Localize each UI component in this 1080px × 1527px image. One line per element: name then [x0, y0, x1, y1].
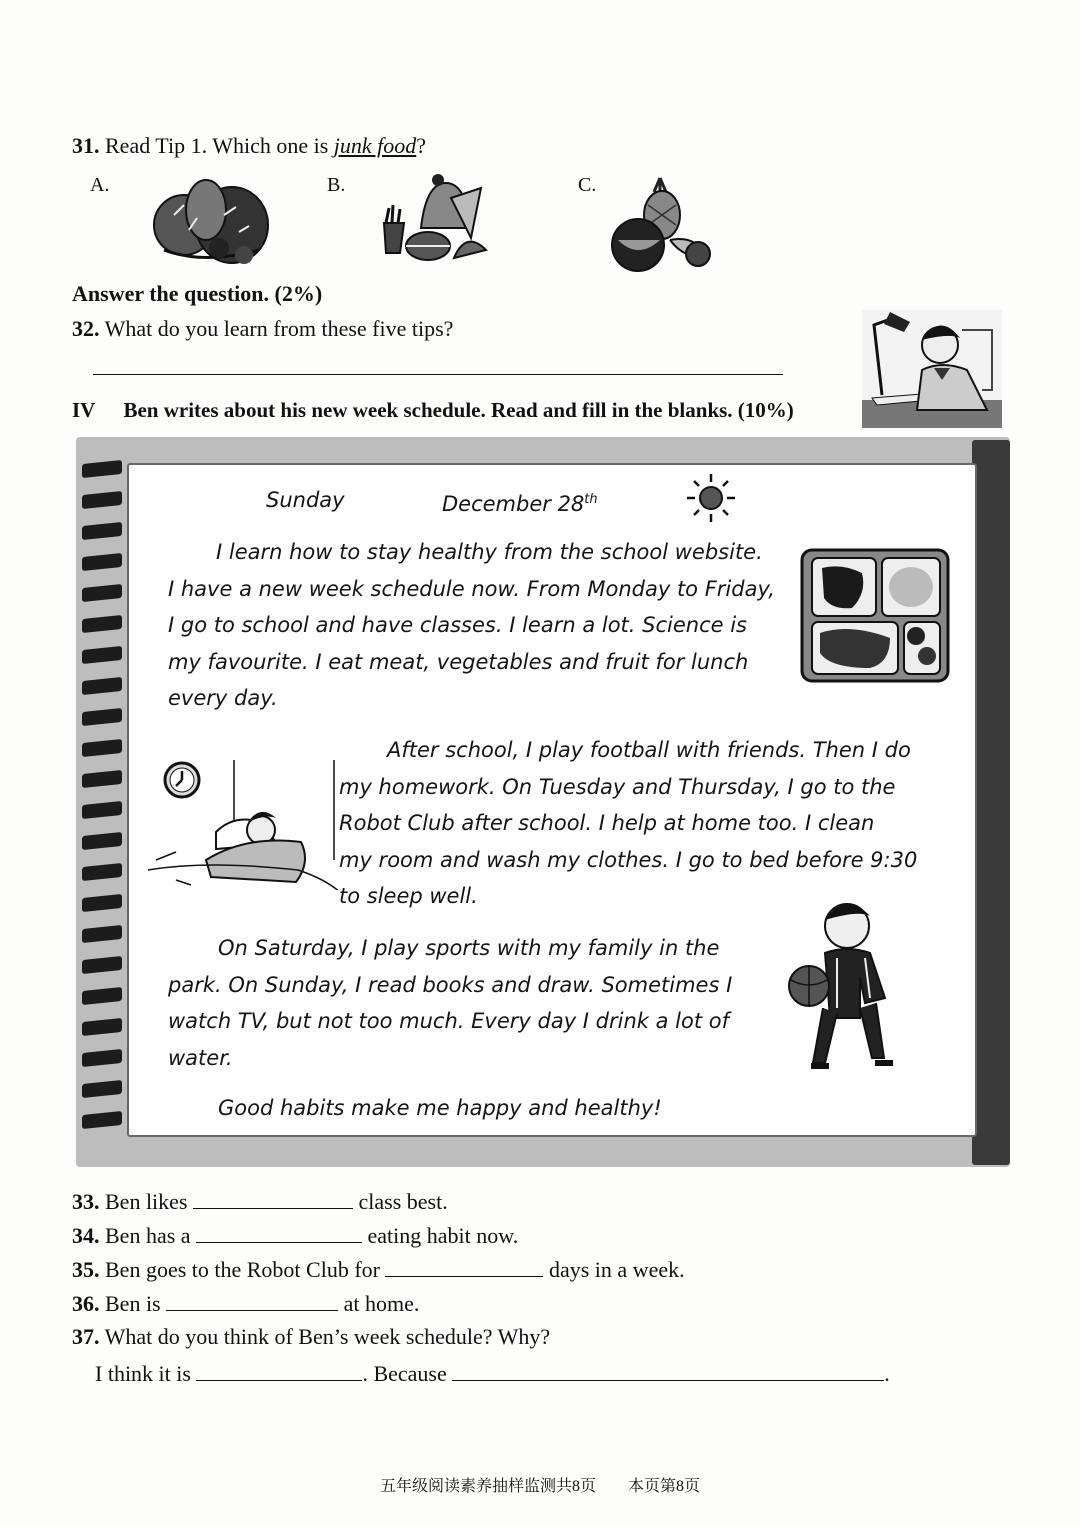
q37-end: . — [884, 1361, 890, 1386]
diary-paragraph-2 — [339, 732, 917, 915]
question-number: 32. — [72, 316, 100, 341]
sun-icon — [685, 472, 737, 524]
p1-line: I go to school and have classes. I learn a lot. Science is — [168, 613, 747, 637]
question-37 — [72, 1324, 550, 1350]
question-35 — [72, 1256, 685, 1283]
p3-line: watch TV, but not too much. Every day I drink a lot of — [168, 1009, 729, 1033]
question-number: 37. — [72, 1324, 100, 1349]
q36-before: Ben is — [105, 1291, 161, 1316]
blank-37-reason[interactable] — [452, 1360, 884, 1381]
diary-date — [442, 482, 598, 523]
boy-studying-icon — [862, 310, 1002, 428]
diary-date-sup: th — [584, 492, 598, 507]
p3-line: On Saturday, I play sports with my family in the — [218, 936, 720, 960]
answer-heading: Answer the question. (2%) — [72, 281, 323, 306]
question-number: 35. — [72, 1257, 100, 1282]
question-number: 36. — [72, 1291, 100, 1316]
page-footer: 五年级阅读素养抽样监测共8页 本页第8页 — [379, 1478, 700, 1495]
question-number: 31. — [72, 133, 100, 158]
blank-37-opinion[interactable] — [196, 1360, 362, 1381]
question-32 — [72, 316, 453, 342]
lunch-tray-icon — [800, 548, 950, 683]
q35-after: days in a week. — [548, 1257, 685, 1282]
q37-because: . Because — [362, 1361, 447, 1386]
diary-paragraph-1 — [168, 534, 775, 717]
notebook-shadow — [972, 440, 1010, 1165]
section-roman: IV — [72, 398, 95, 422]
junk-food-icon[interactable] — [376, 168, 496, 268]
question-34 — [72, 1222, 518, 1249]
q31-text: Read Tip — [105, 133, 186, 158]
sleeping-boy-icon — [146, 760, 346, 890]
question-number: 34. — [72, 1223, 100, 1248]
question-number: 33. — [72, 1189, 100, 1214]
option-a-label[interactable]: A. — [90, 174, 110, 196]
option-c-label[interactable]: C. — [578, 174, 597, 196]
question-33 — [72, 1188, 448, 1215]
option-b-label[interactable]: B. — [327, 174, 346, 196]
blank-35[interactable] — [385, 1256, 543, 1277]
blank-34[interactable] — [196, 1222, 362, 1243]
q37-think: I think it is — [95, 1361, 191, 1386]
question-36 — [72, 1290, 419, 1317]
diary-closing: Good habits make me happy and healthy! — [218, 1096, 662, 1120]
answer-line-32[interactable] — [93, 374, 783, 375]
q37-answer-line — [95, 1360, 890, 1387]
p2-line: to sleep well. — [339, 884, 478, 908]
diary-date-text: December 28 — [442, 492, 585, 516]
q31-text-mid: 1. Which one is — [185, 133, 334, 158]
section-title: Ben writes about his new week schedule. Read and fill in the blanks. (10%) — [123, 398, 794, 422]
p1-line: my favourite. I eat meat, vegetables and fruit for lunch — [168, 649, 749, 674]
blank-33[interactable] — [193, 1188, 353, 1209]
q32-text: What do you learn from these five tips? — [104, 316, 454, 341]
diary-paragraph-3 — [168, 930, 732, 1076]
q34-after: eating habit now. — [367, 1223, 519, 1248]
fruit-icon[interactable] — [610, 170, 715, 275]
junk-food-term: junk food — [333, 133, 417, 158]
diary-day: Sunday — [266, 488, 345, 512]
p2-line: my room and wash my clothes. I go to bed before 9:30 — [339, 847, 918, 872]
section-iv-heading — [72, 398, 794, 423]
question-31 — [72, 133, 426, 159]
p3-line: water. — [168, 1045, 233, 1070]
p2-line: After school, I play football with friends. Then I do — [387, 738, 911, 762]
q35-before: Ben goes to the Robot Club for — [105, 1257, 380, 1282]
q33-before: Ben likes — [105, 1189, 188, 1214]
p1-line: I learn how to stay healthy from the school website. — [216, 540, 763, 564]
q31-qmark: ? — [416, 133, 427, 158]
p3-line: park. On Sunday, I read books and draw. Sometimes I — [168, 972, 733, 997]
q34-before: Ben has a — [105, 1223, 191, 1248]
p2-line: my homework. On Tuesday and Thursday, I go to the — [339, 774, 896, 799]
p2-line: Robot Club after school. I help at home too. I clean — [339, 811, 875, 835]
p1-line: I have a new week schedule now. From Monday to Friday, — [168, 576, 775, 601]
q33-after: class best. — [358, 1189, 448, 1214]
q36-after: at home. — [343, 1291, 420, 1316]
p1-line: every day. — [168, 686, 278, 710]
blank-36[interactable] — [166, 1290, 338, 1311]
q37-text: What do you think of Ben’s week schedule? Why? — [104, 1324, 551, 1349]
basketball-boy-icon — [785, 898, 915, 1078]
vegetables-icon[interactable] — [144, 170, 274, 270]
